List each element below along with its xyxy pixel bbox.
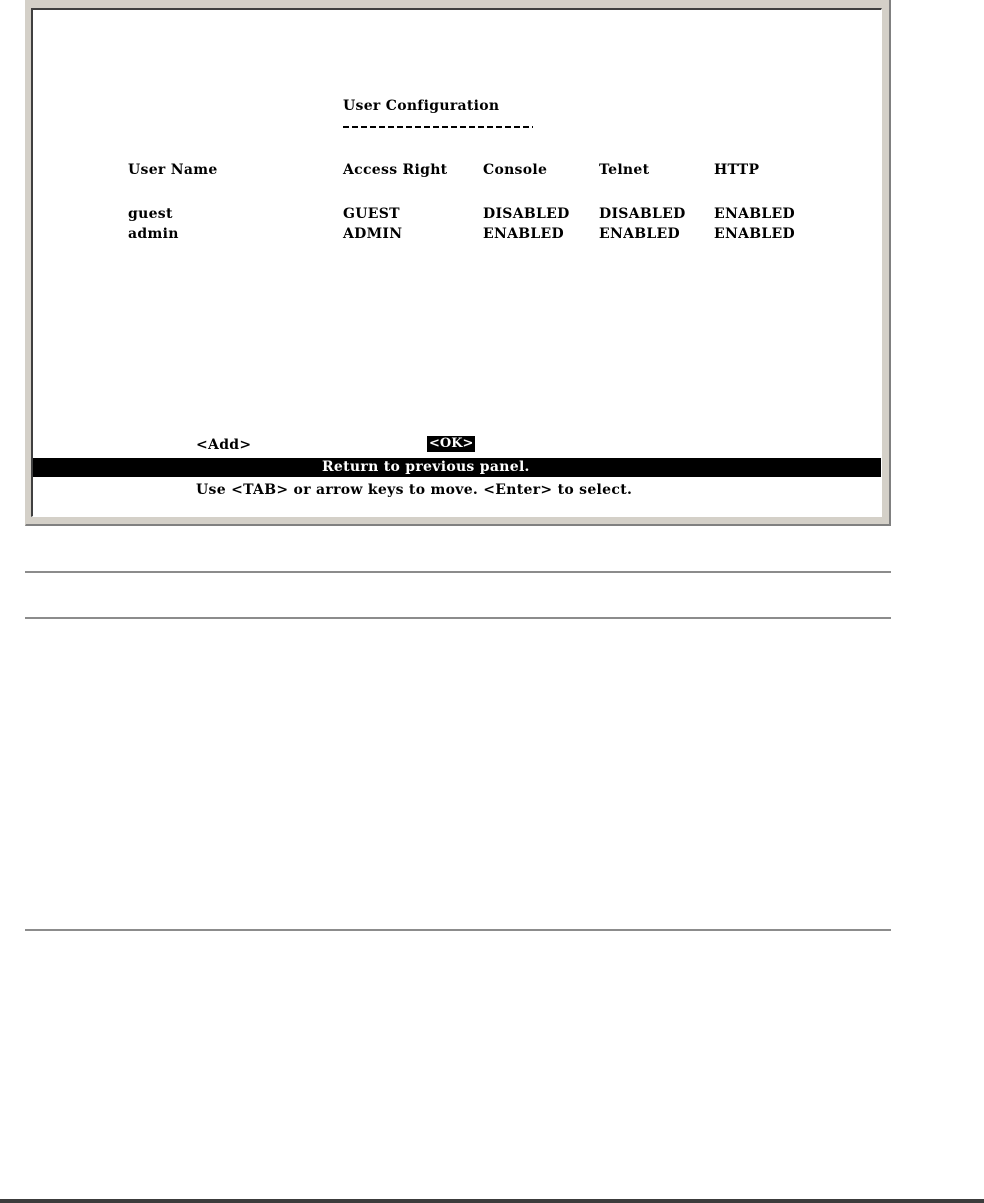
divider <box>25 571 891 573</box>
terminal-screen <box>31 8 882 517</box>
add-button[interactable]: <Add> <box>196 437 252 453</box>
access-right-cell: ADMIN <box>343 226 403 242</box>
help-text: Use <TAB> or arrow keys to move. <Enter> to select. <box>196 482 633 498</box>
telnet-cell: ENABLED <box>599 226 680 242</box>
terminal-window <box>25 0 891 526</box>
http-cell: ENABLED <box>714 206 795 222</box>
telnet-cell: DISABLED <box>599 206 686 222</box>
column-header-access-right: Access Right <box>343 162 448 178</box>
footer-divider <box>0 1199 984 1203</box>
user-name-cell[interactable]: guest <box>128 206 173 222</box>
divider <box>25 617 891 619</box>
user-name-cell[interactable]: admin <box>128 226 179 242</box>
page-title: User Configuration <box>343 98 500 114</box>
status-message: Return to previous panel. <box>322 459 530 475</box>
divider <box>25 929 891 931</box>
status-bar <box>33 458 882 477</box>
ok-button[interactable]: <OK> <box>429 436 474 451</box>
console-cell: DISABLED <box>483 206 570 222</box>
http-cell: ENABLED <box>714 226 795 242</box>
access-right-cell: GUEST <box>343 206 400 222</box>
column-header-user-name: User Name <box>128 162 218 178</box>
column-header-http: HTTP <box>714 162 760 178</box>
console-cell: ENABLED <box>483 226 564 242</box>
column-header-telnet: Telnet <box>599 162 650 178</box>
column-header-console: Console <box>483 162 548 178</box>
title-underline <box>343 126 533 128</box>
